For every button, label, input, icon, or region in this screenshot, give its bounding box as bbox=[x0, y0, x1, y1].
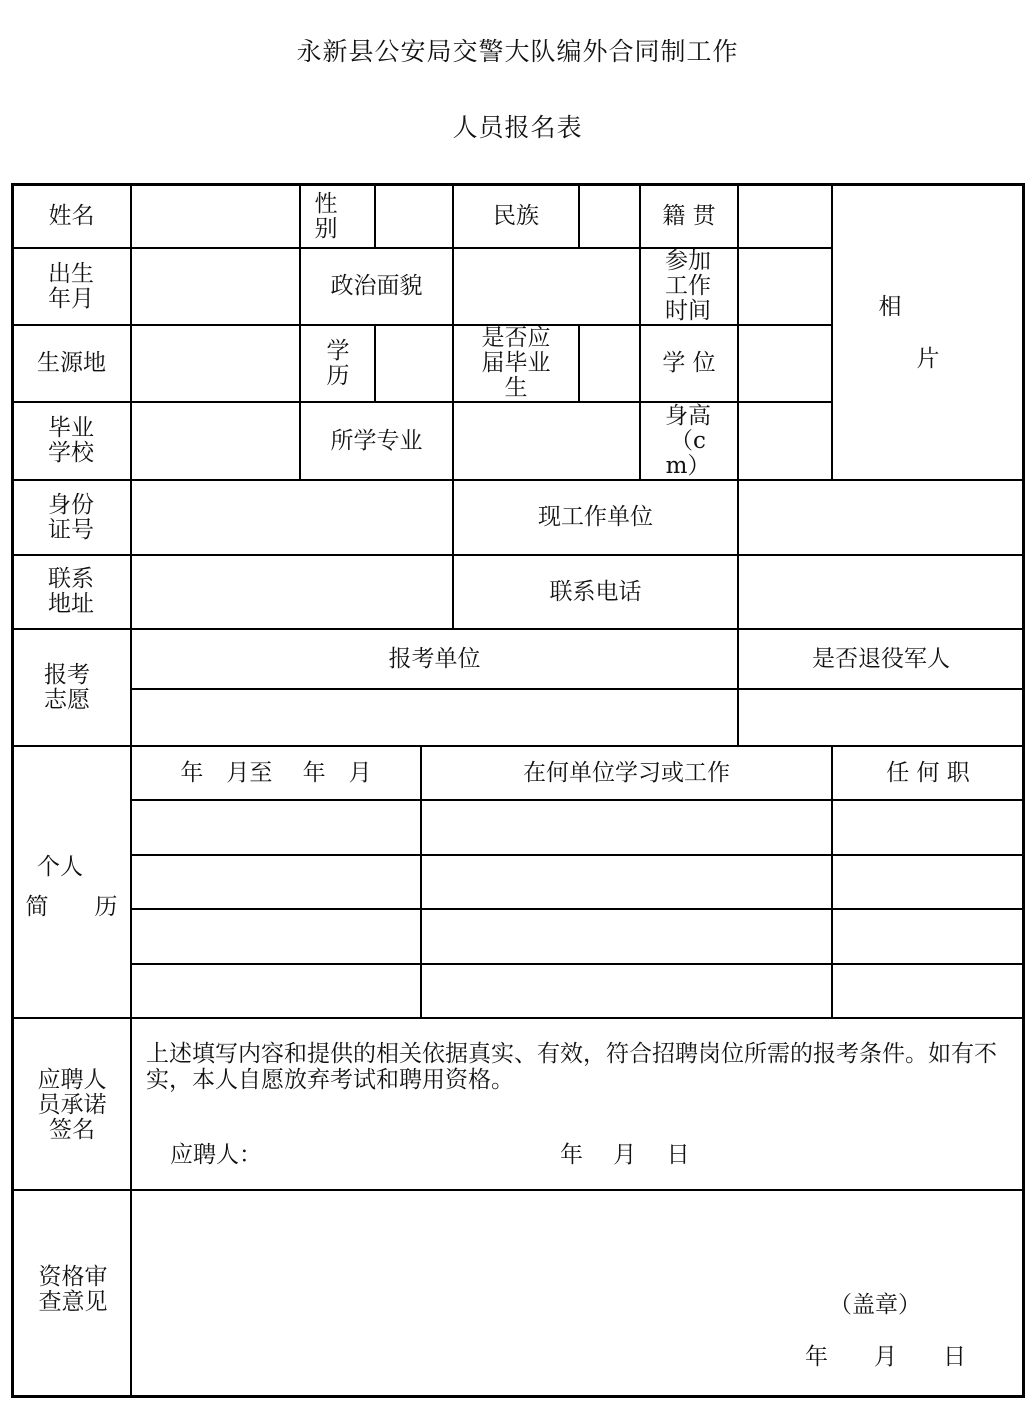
pledge-applicant-label: 应聘人： bbox=[170, 1141, 262, 1168]
label-gender: 性别 bbox=[314, 190, 338, 242]
resume-row-position[interactable] bbox=[833, 856, 1023, 908]
resume-row-unit[interactable] bbox=[422, 965, 831, 1017]
input-political-status[interactable] bbox=[454, 249, 639, 324]
resume-row-period[interactable] bbox=[132, 801, 420, 854]
label-veteran: 是否退役军人 bbox=[812, 645, 950, 672]
label-origin: 生源地 bbox=[37, 350, 106, 376]
resume-row-position[interactable] bbox=[833, 965, 1023, 1017]
photo-label-1: 相 bbox=[878, 293, 902, 320]
label-birth-date: 出生年月 bbox=[48, 260, 94, 312]
photo-label-2: 片 bbox=[916, 345, 940, 372]
input-gender[interactable] bbox=[376, 186, 452, 247]
column-divider bbox=[831, 183, 833, 480]
input-fresh-graduate[interactable] bbox=[580, 326, 639, 401]
label-fresh-graduate: 是否应届毕业生 bbox=[481, 325, 551, 401]
label-education: 学历 bbox=[326, 337, 350, 389]
label-graduate-school: 毕业学校 bbox=[48, 415, 94, 466]
input-veteran[interactable] bbox=[739, 690, 1023, 745]
resume-label-2: 简 历 bbox=[25, 893, 118, 920]
label-native-place: 籍 贯 bbox=[662, 203, 716, 229]
input-degree[interactable] bbox=[739, 326, 831, 401]
resume-header-period: 年 月至 年 月 bbox=[180, 759, 372, 786]
input-name[interactable] bbox=[132, 186, 299, 247]
input-graduate-school[interactable] bbox=[132, 403, 299, 479]
pledge-date: 年 月 日 bbox=[560, 1141, 690, 1168]
resume-row-unit[interactable] bbox=[422, 856, 831, 908]
resume-row-unit[interactable] bbox=[422, 801, 831, 854]
resume-row-position[interactable] bbox=[833, 910, 1023, 963]
review-opinion[interactable] bbox=[132, 1191, 1023, 1291]
resume-header-unit: 在何单位学习或工作 bbox=[523, 759, 730, 786]
pledge-signature[interactable] bbox=[280, 1135, 530, 1175]
input-birth-date[interactable] bbox=[132, 249, 299, 324]
label-review: 资格审查意见 bbox=[38, 1264, 108, 1315]
resume-row-unit[interactable] bbox=[422, 910, 831, 963]
label-degree: 学 位 bbox=[662, 350, 716, 376]
label-application: 报考志愿 bbox=[44, 661, 90, 713]
input-origin[interactable] bbox=[132, 326, 299, 401]
input-major[interactable] bbox=[454, 403, 639, 479]
form-subtitle: 人员报名表 bbox=[452, 113, 583, 142]
row-divider bbox=[11, 1017, 1025, 1019]
label-pledge: 应聘人员承诺签名 bbox=[37, 1066, 107, 1143]
input-height[interactable] bbox=[739, 403, 831, 479]
resume-row-period[interactable] bbox=[132, 965, 420, 1017]
form-title: 永新县公安局交警大队编外合同制工作 bbox=[296, 37, 739, 66]
label-political-status: 政治面貌 bbox=[330, 273, 423, 299]
input-current-employer[interactable] bbox=[739, 481, 1023, 554]
label-applied-unit: 报考单位 bbox=[388, 645, 481, 672]
resume-row-period[interactable] bbox=[132, 856, 420, 908]
input-applied-unit[interactable] bbox=[132, 690, 737, 745]
resume-row-period[interactable] bbox=[132, 910, 420, 963]
label-work-start-date: 参加工作时间 bbox=[665, 248, 711, 324]
label-ethnicity: 民族 bbox=[493, 203, 539, 229]
pledge-text: 上述填写内容和提供的相关依据真实、有效，符合招聘岗位所需的报考条件。如有不实，本人自愿放弃考试和聘用资格。 bbox=[146, 1041, 997, 1093]
input-work-start-date[interactable] bbox=[739, 249, 831, 324]
label-current-employer: 现工作单位 bbox=[538, 504, 653, 530]
label-phone: 联系电话 bbox=[549, 578, 642, 605]
input-address[interactable] bbox=[132, 556, 452, 628]
label-height: 身高（cm） bbox=[665, 402, 711, 479]
input-ethnicity[interactable] bbox=[580, 186, 639, 247]
review-date: 年 月 日 bbox=[805, 1343, 966, 1370]
label-id-number: 身份证号 bbox=[48, 491, 94, 543]
input-phone[interactable] bbox=[739, 556, 1023, 628]
resume-header-position: 任 何 职 bbox=[886, 759, 970, 786]
resume-row-position[interactable] bbox=[833, 801, 1023, 854]
label-address: 联系地址 bbox=[48, 566, 94, 617]
label-major: 所学专业 bbox=[330, 427, 423, 454]
input-native-place[interactable] bbox=[739, 186, 831, 247]
review-seal: （盖章） bbox=[829, 1291, 921, 1318]
label-name: 姓名 bbox=[48, 203, 95, 229]
input-education[interactable] bbox=[376, 326, 452, 401]
input-id-number[interactable] bbox=[132, 481, 452, 554]
resume-label-1: 个人 bbox=[37, 854, 83, 880]
